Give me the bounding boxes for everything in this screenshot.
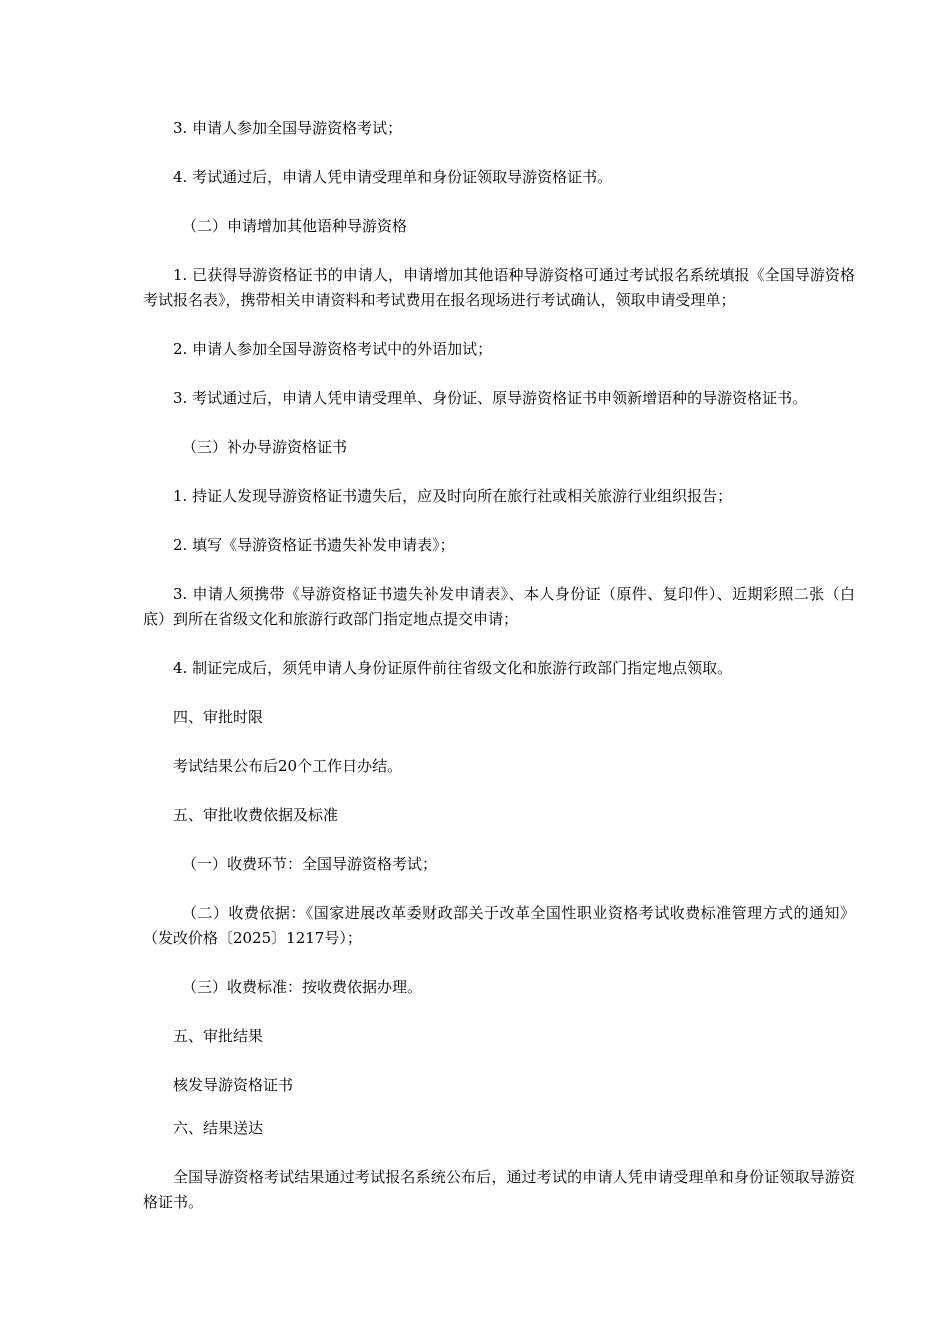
list-item: 3. 考试通过后，申请人凭申请受理单、身份证、原导游资格证书申领新增语种的导游资格证书。	[173, 389, 808, 407]
section-heading: 四、审批时限	[173, 708, 264, 726]
section-heading: 五、审批结果	[173, 1027, 264, 1045]
document-body	[143, 116, 855, 1239]
subsection-item: （二）收费依据：《国家进展改革委财政部关于改革全国性职业资格考试收费标准管理方式的通知》（发改价格〔2025〕1217号）；	[143, 904, 855, 947]
list-item: 4. 考试通过后，申请人凭申请受理单和身份证领取导游资格证书。	[173, 168, 613, 186]
list-item: 2. 申请人参加全国导游资格考试中的外语加试；	[173, 340, 493, 358]
subsection-heading: （三）补办导游资格证书	[182, 438, 348, 456]
body-paragraph: 核发导游资格证书	[173, 1076, 294, 1094]
list-item: 2. 填写《导游资格证书遗失补发申请表》；	[173, 536, 455, 554]
body-paragraph: 全国导游资格考试结果通过考试报名系统公布后，通过考试的申请人凭申请受理单和身份证领取导游资格证书。	[143, 1168, 855, 1211]
subsection-item: （一）收费环节：全国导游资格考试；	[182, 855, 438, 873]
list-item: 1. 已获得导游资格证书的申请人，申请增加其他语种导游资格可通过考试报名系统填报《全国导游资格考试报名表》，携带相关申请资料和考试费用在报名现场进行考试确认，领取申请受理单；	[143, 266, 855, 309]
list-item: 4. 制证完成后，须凭申请人身份证原件前往省级文化和旅游行政部门指定地点领取。	[173, 659, 733, 677]
body-paragraph: 考试结果公布后20个工作日办结。	[173, 757, 403, 775]
list-item: 1. 持证人发现导游资格证书遗失后，应及时向所在旅行社或相关旅游行业组织报告；	[173, 487, 733, 505]
subsection-heading: （二）申请增加其他语种导游资格	[182, 217, 408, 235]
list-item: 3. 申请人参加全国导游资格考试；	[173, 119, 403, 137]
subsection-item: （三）收费标准：按收费依据办理。	[182, 978, 423, 996]
list-item: 3. 申请人须携带《导游资格证书遗失补发申请表》、本人身份证（原件、复印件）、近期彩照二张（白底）到所在省级文化和旅游行政部门指定地点提交申请；	[143, 585, 855, 628]
section-heading: 六、结果送达	[173, 1119, 264, 1137]
section-heading: 五、审批收费依据及标准	[173, 806, 339, 824]
